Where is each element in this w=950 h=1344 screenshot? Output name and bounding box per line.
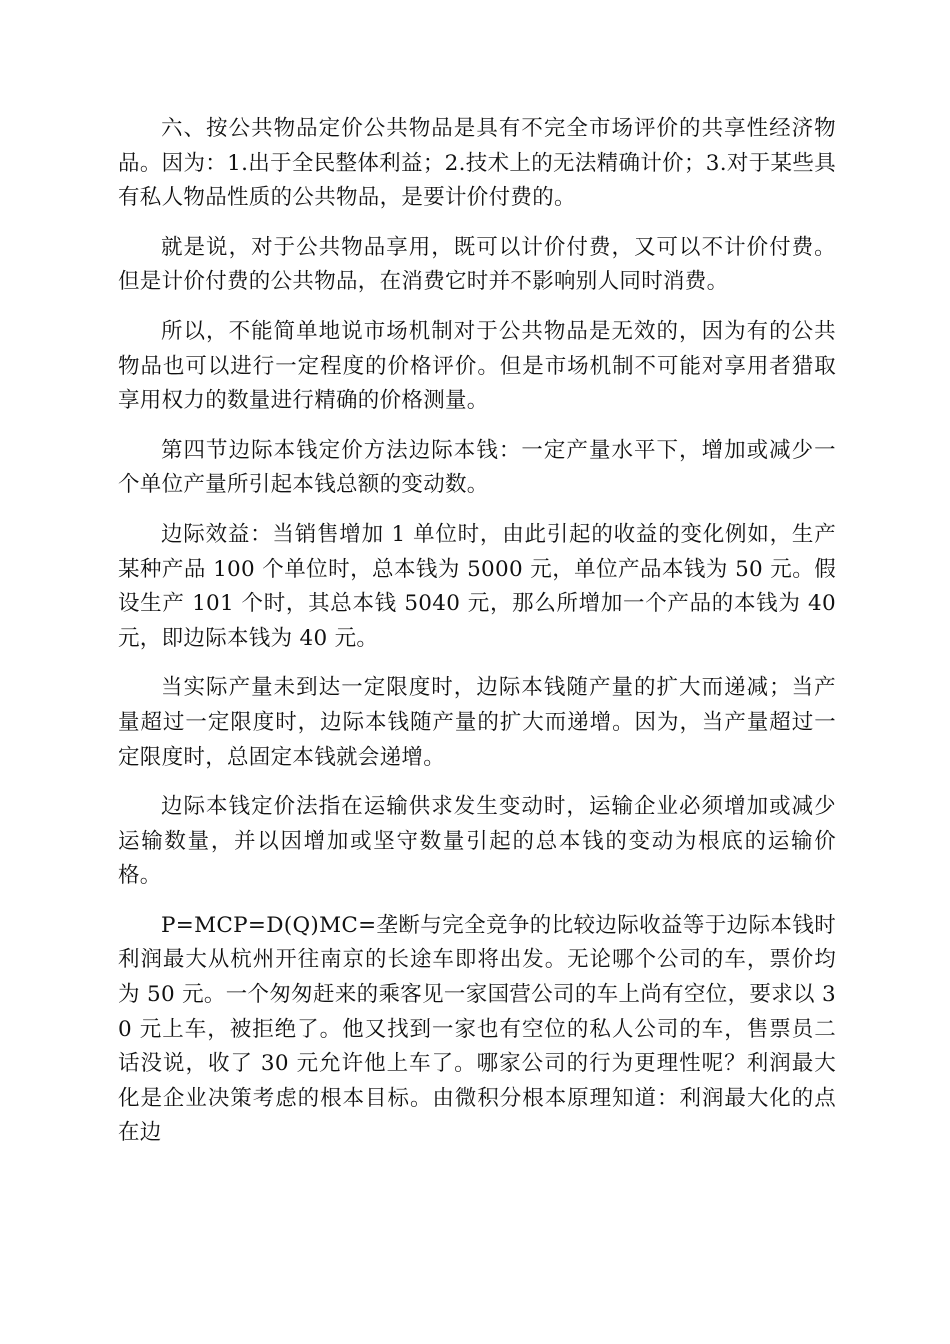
paragraph-marginal-cost-pricing: 边际本钱定价法指在运输供求发生变动时，运输企业必须增加或减少运输数量，并以因增加或坚守数量引起的总本钱的变动为根底的运输价格。 [118,794,836,889]
paragraph-pay-or-free: 就是说，对于公共物品享用，既可以计价付费，又可以不计价付费。但是计价付费的公共物品，在消费它时并不影响别人同时消费。 [118,234,836,295]
paragraph-public-goods-pricing: 六、按公共物品定价公共物品是具有不完全市场评价的共享性经济物品。因为：1.出于全民整体利益；2.技术上的无法精确计价；3.对于某些具有私人物品性质的公共物品，是要计价付费的。 [118,116,836,211]
paragraph-marginal-benefit-example: 边际效益：当销售增加 1 单位时，由此引起的收益的变化例如，生产某种产品 100 个单位时，总本钱为 5000 元，单位产品本钱为 50 元。假设生产 101 个时，其总本钱 5040 元，那么所增加一个产品的本钱为 40 元，即边际本钱为 40 元。 [118,521,836,651]
document-body [118,112,836,1166]
paragraph-bus-example: P=MCP=D(Q)MC=垄断与完全竞争的比较边际收益等于边际本钱时利润最大从杭州开往南京的长途车即将出发。无论哪个公司的车，票价均为 50 元。一个匆匆赶来的乘客见一家国营公司的车上尚有空位，要求以 30 元上车，被拒绝了。他又找到一家也有空位的私人公司的车，售票员二话没说，收了 30 元允许他上车了。哪家公司的行为更理性呢？利润最大化是企业决策考虑的根本目标。由微积分根本原理知道：利润最大化的点在边 [118,912,836,1146]
paragraph-marginal-cost-trend: 当实际产量未到达一定限度时，边际本钱随产量的扩大而递减；当产量超过一定限度时，边际本钱随产量的扩大而递增。因为，当产量超过一定限度时，总固定本钱就会递增。 [118,675,836,770]
paragraph-market-mechanism: 所以，不能简单地说市场机制对于公共物品是无效的，因为有的公共物品也可以进行一定程度的价格评价。但是市场机制不可能对享用者猎取享用权力的数量进行精确的价格测量。 [118,318,836,414]
paragraph-marginal-cost-definition: 第四节边际本钱定价方法边际本钱：一定产量水平下，增加或减少一个单位产量所引起本钱总额的变动数。 [118,437,836,498]
